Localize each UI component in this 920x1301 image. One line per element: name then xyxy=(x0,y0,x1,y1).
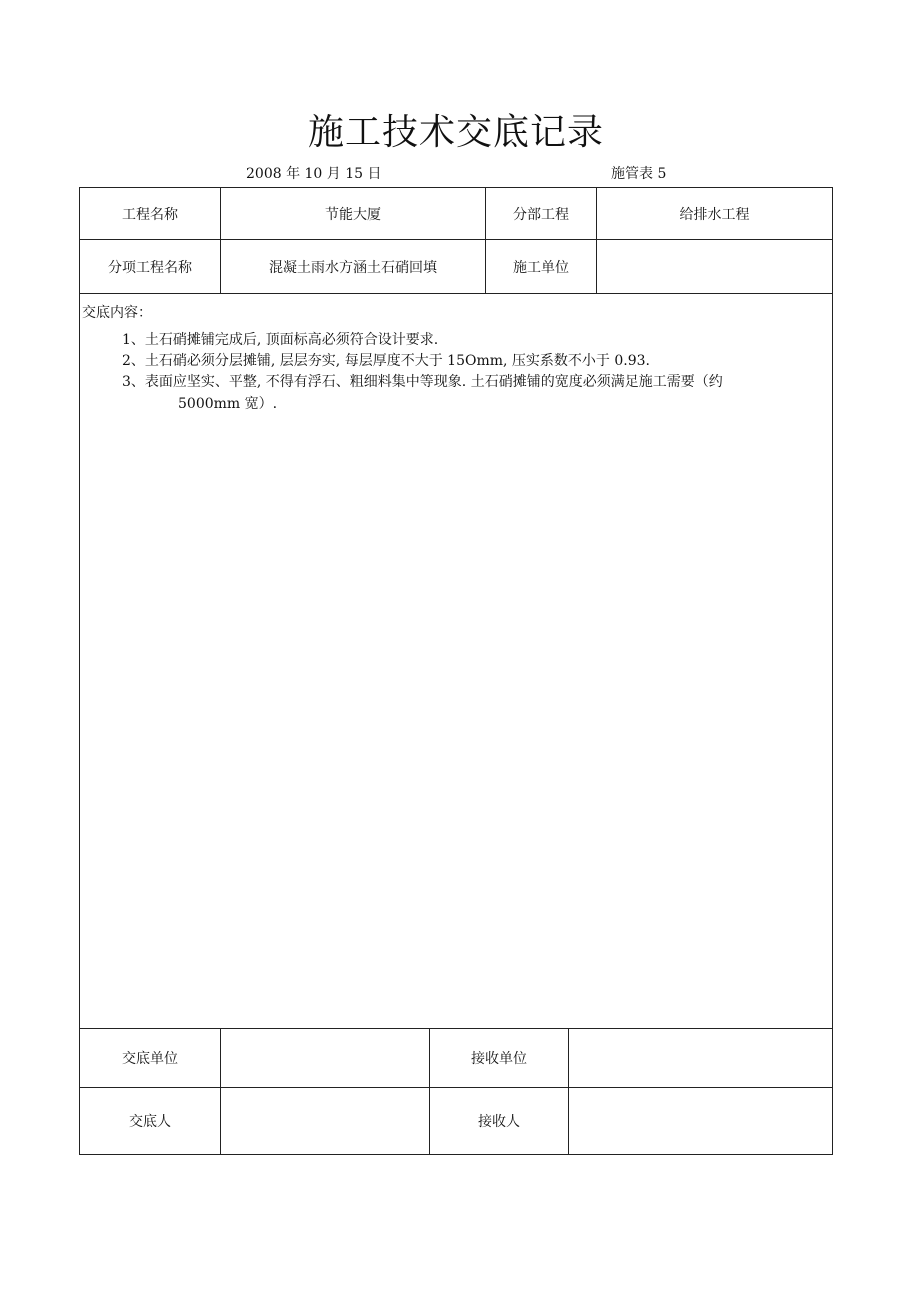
form-number: 施管表 5 xyxy=(611,166,667,182)
handover-unit-label: 交底单位 xyxy=(122,1051,178,1067)
table-row xyxy=(80,1029,832,1088)
contractor-value xyxy=(596,240,832,293)
contractor-label: 施工单位 xyxy=(485,240,596,293)
content-item: 3、表面应坚实、平整, 不得有浮石、粗细料集中等现象. 土石硝摊铺的宽度必须满足施工需要（约 xyxy=(122,374,723,390)
table-row xyxy=(80,1088,832,1154)
receiving-unit-value xyxy=(568,1029,832,1087)
project-name-label: 工程名称 xyxy=(122,206,178,223)
page-title: 施工技术交底记录 xyxy=(307,112,604,153)
content-item: 1、土石硝摊铺完成后, 顶面标高必须符合设计要求. xyxy=(122,332,439,348)
receiver-label: 接收人 xyxy=(429,1088,568,1154)
handover-unit-value xyxy=(220,1029,429,1087)
handover-person-label: 交底人 xyxy=(129,1114,171,1130)
project-name-value: 节能大厦 xyxy=(220,188,485,239)
content-item: 5000mm 宽）. xyxy=(178,396,278,412)
receiver-value xyxy=(568,1088,832,1154)
table-row xyxy=(80,240,832,294)
record-table xyxy=(79,187,833,1155)
handover-person-value xyxy=(220,1088,429,1154)
receiving-unit-label: 接收单位 xyxy=(429,1029,568,1087)
table-row xyxy=(80,188,832,240)
sub-project-label: 分项工程名称 xyxy=(108,259,192,276)
content-item: 2、土石硝必须分层摊铺, 层层夯实, 每层厚度不大于 15Omm, 压实系数不小于 0.93. xyxy=(122,353,650,369)
division-label: 分部工程 xyxy=(485,188,596,239)
sub-project-value: 混凝土雨水方涵土石硝回填 xyxy=(220,240,485,293)
division-value: 给排水工程 xyxy=(596,188,832,239)
content-label: 交底内容： xyxy=(82,305,152,321)
record-date: 2008 年 10 月 15 日 xyxy=(246,166,382,182)
